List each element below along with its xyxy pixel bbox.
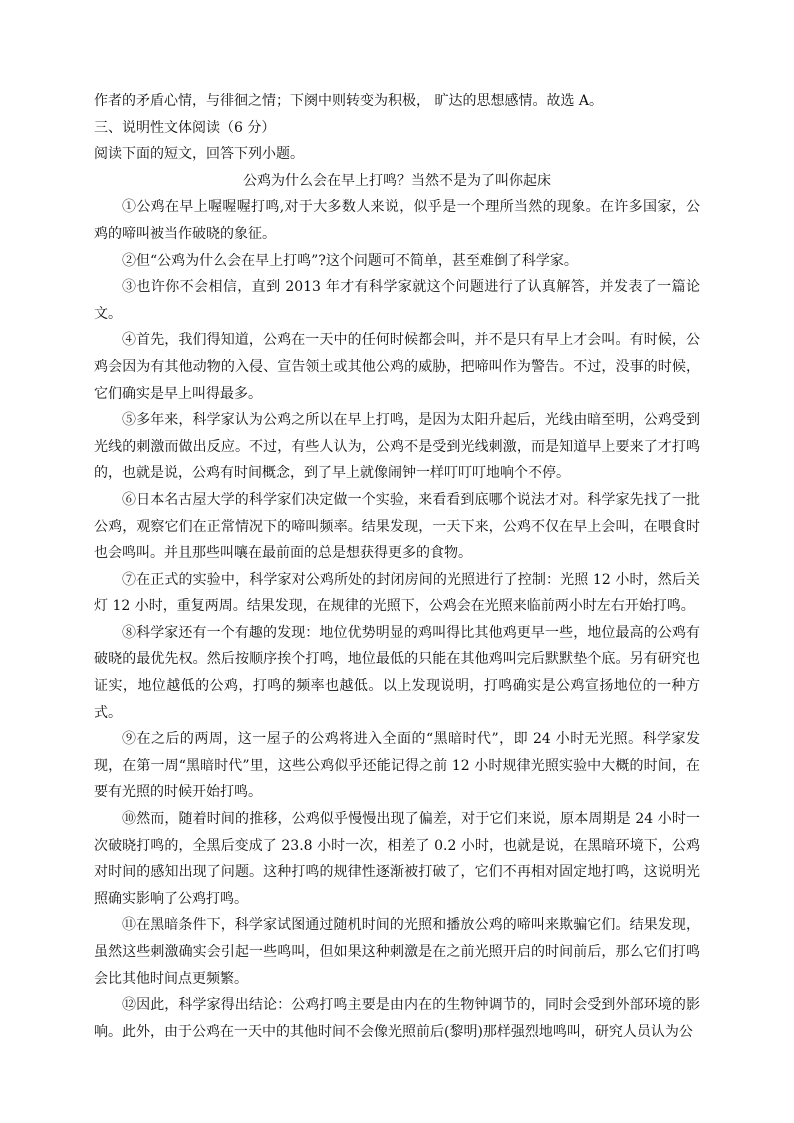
paragraph-1: ①公鸡在早上喔喔喔打鸣,对于大多数人来说，似乎是一个理所当然的现象。在许多国家，公鸡的啼叫被当作破晓的象征。	[94, 199, 700, 242]
paragraph-7: ⑦在正式的实验中，科学家对公鸡所处的封闭房间的光照进行了控制：光照 12 小时，然后关灯 12 小时，重复两周。结果发现，在规律的光照下，公鸡会在光照来临前两小时左右开始打鸣。	[94, 571, 700, 615]
paragraph-10: ⑩然而，随着时间的推移，公鸡似乎慢慢出现了偏差，对于它们来说，原本周期是 24 小时一次破晓打鸣的，全黑后变成了 23.8 小时一次，相差了 0.2 小时，也就是说，在黑暗环境下，公鸡对时间的感知出现了问题。这种打鸣的规律性逐渐被打破了，它们不再相对固定地打鸣，这说明光照确实影响了公鸡打鸣。	[94, 811, 700, 907]
section-heading: 三、说明性文体阅读（6 分）	[94, 119, 276, 136]
instruction-text: 阅读下面的短文，回答下列小题。	[94, 146, 304, 163]
intro-line: 作者的矛盾心情，与徘徊之情；下阕中则转变为积极， 旷达的思想感情。故选 A。	[94, 93, 604, 109]
paragraph-8: ⑧科学家还有一个有趣的发现：地位优势明显的鸡叫得比其他鸡更早一些，地位最高的公鸡有破晓的最优先权。然后按顺序挨个打鸣，地位最低的只能在其他鸡叫完后默默垫个底。另有研究也证实，地位越低的公鸡，打鸣的频率也越低。以上发现说明，打鸣确实是公鸡宣扬地位的一种方式。	[94, 624, 700, 721]
paragraph-6: ⑥日本名古屋大学的科学家们决定做一个实验，来看看到底哪个说法才对。科学家先找了一批公鸡，观察它们在正常情况下的啼叫频率。结果发现，一天下来，公鸡不仅在早上会叫，在喂食时也会鸣叫。并且那些叫嚷在最前面的总是想获得更多的食物。	[94, 491, 700, 562]
paragraph-9: ⑨在之后的两周，这一屋子的公鸡将进入全面的“黑暗时代”，即 24 小时无光照。科学家发现，在第一周“黑暗时代”里，这些公鸡似乎还能记得之前 12 小时规律光照实验中大概的时间，在要有光照的时候开始打鸣。	[94, 731, 700, 801]
article-title: 公鸡为什么会在早上打鸣？当然不是为了叫你起床	[243, 172, 551, 189]
paragraph-4: ④首先，我们得知道，公鸡在一天中的任何时候都会叫，并不是只有早上才会叫。有时候，公鸡会因为有其他动物的入侵、宣告领土或其他公鸡的威胁，把啼叫作为警告。不过，没事的时候，它们确实是早上叫得最多。	[94, 332, 700, 402]
paragraph-3: ③也许你不会相信，直到 2013 年才有科学家就这个问题进行了认真解答，并发表了一篇论文。	[94, 279, 700, 322]
paragraph-5: ⑤多年来，科学家认为公鸡之所以在早上打鸣，是因为太阳升起后，光线由暗至明，公鸡受到光线的刺激而做出反应。不过，有些人认为，公鸡不是受到光线刺激，而是知道早上要来了才打鸣的，也就是说，公鸡有时间概念，到了早上就像闹钟一样叮叮叮地响个不停。	[94, 412, 700, 482]
paragraph-2: ②但“公鸡为什么会在早上打鸣”?这个问题可不简单，甚至难倒了科学家。	[122, 252, 578, 269]
paragraph-11: ⑪在黑暗条件下，科学家试图通过随机时间的光照和播放公鸡的啼叫来欺骗它们。结果发现，虽然这些刺激确实会引起一些鸣叫，但如果这种刺激是在之前光照开启的时间前后，那么它们打鸣会比其他时间点更频繁。	[94, 917, 700, 987]
paragraph-12: ⑫因此，科学家得出结论：公鸡打鸣主要是由内在的生物钟调节的，同时会受到外部环境的影响。此外，由于公鸡在一天中的其他时间不会像光照前后(黎明)那样强烈地鸣叫，研究人员认为公	[94, 997, 700, 1040]
document-page	[94, 88, 700, 1045]
